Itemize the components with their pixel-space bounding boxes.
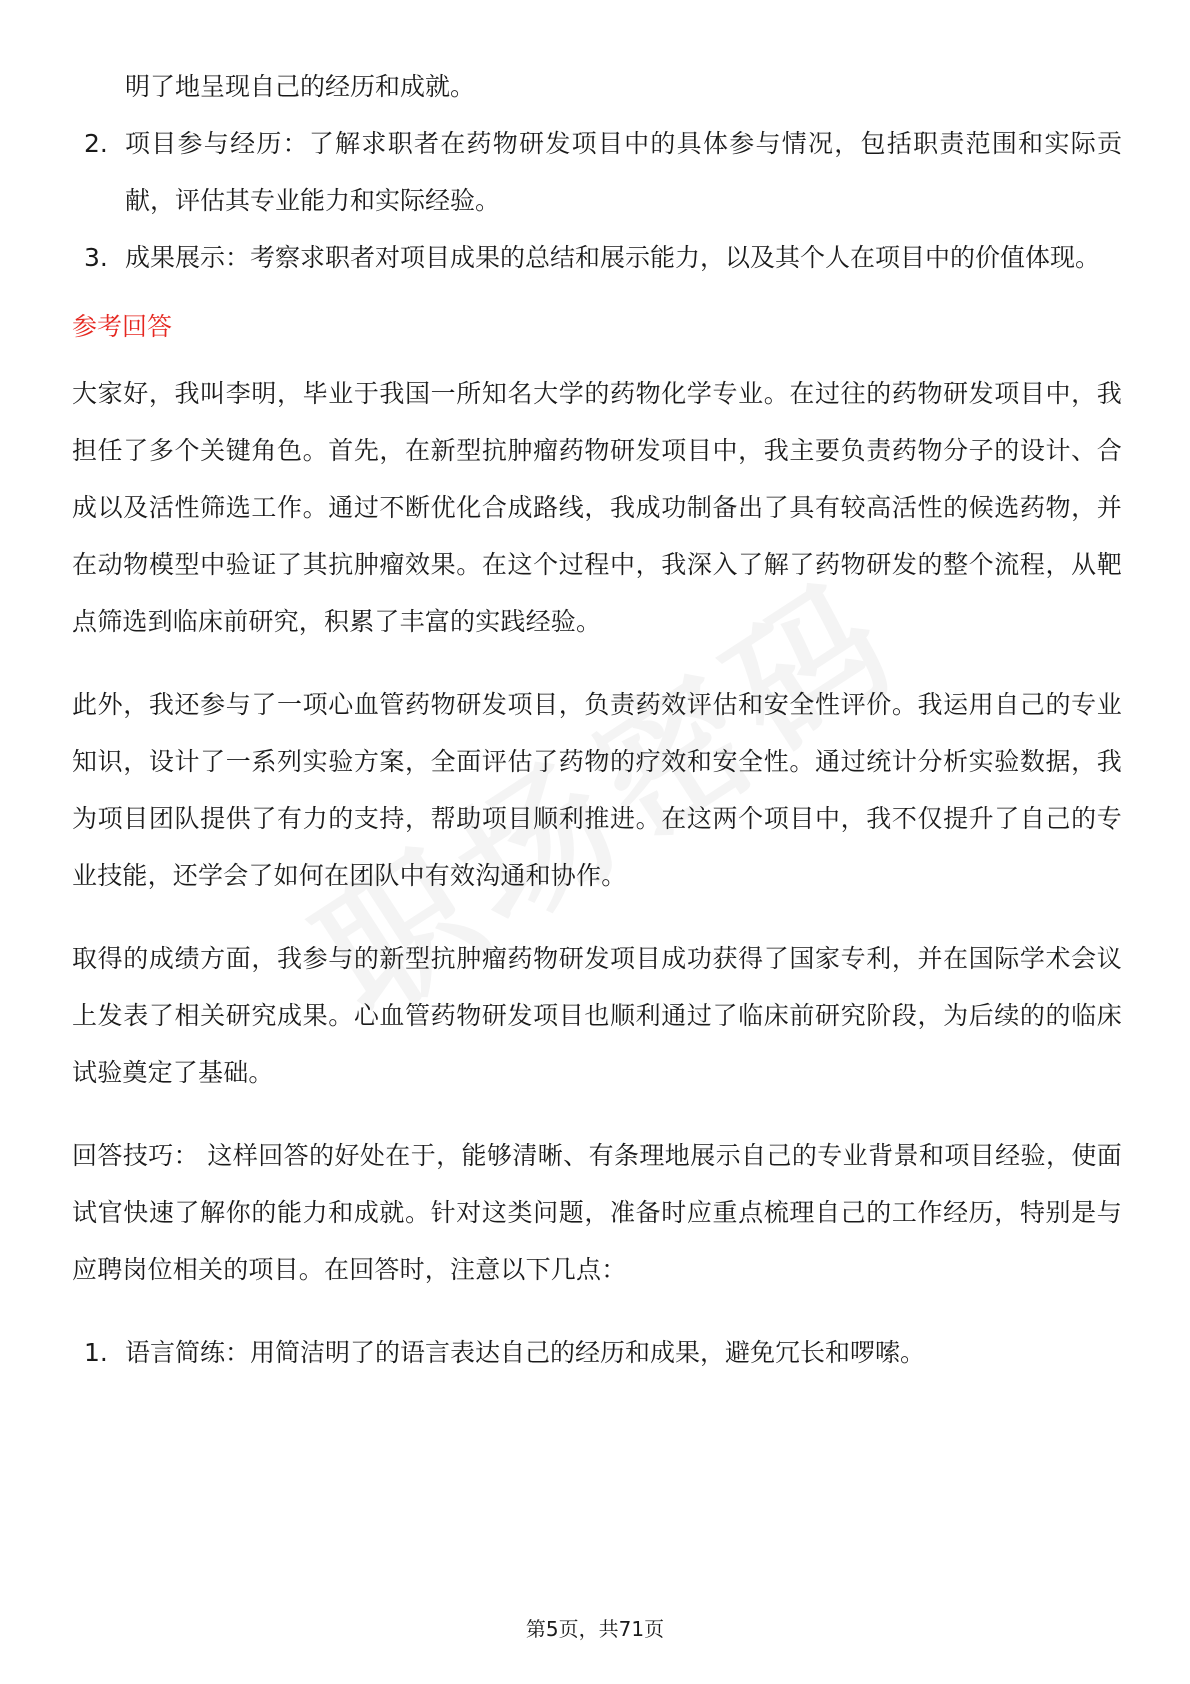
page-footer: 第5页，共71页 <box>525 1617 665 1641</box>
tips-paragraph: 回答技巧： 这样回答的好处在于，能够清晰、有条理地展示自己的专业背景和项目经验，使面试官快速了解你的能力和成就。针对这类问题，准备时应重点梳理自己的工作经历，特别是与应聘岗位相关的项目。在回答时，注意以下几点： <box>72 1141 1122 1284</box>
answer-paragraph: 此外，我还参与了一项心血管药物研发项目，负责药效评估和安全性评价。我运用自己的专业知识，设计了一系列实验方案，全面评估了药物的疗效和安全性。通过统计分析实验数据，我为项目团队提供了有力的支持，帮助项目顺利推进。在这两个项目中，我不仅提升了自己的专业技能，还学会了如何在团队中有效沟通和协作。 <box>72 690 1122 890</box>
page-content <box>72 58 1122 1381</box>
list-item-continuation: 明了地呈现自己的经历和成就。 <box>125 72 476 101</box>
list-item-text: 语言简练：用简洁明了的语言表达自己的经历和成果，避免冗长和啰嗦。 <box>125 1338 926 1367</box>
list-number: 1. <box>84 1338 108 1367</box>
answer-paragraph: 大家好，我叫李明，毕业于我国一所知名大学的药物化学专业。在过往的药物研发项目中，我担任了多个关键角色。首先，在新型抗肿瘤药物研发项目中，我主要负责药物分子的设计、合成以及活性筛选工作。通过不断优化合成路线，我成功制备出了具有较高活性的候选药物，并在动物模型中验证了其抗肿瘤效果。在这个过程中，我深入了解了药物研发的整个流程，从靶点筛选到临床前研究，积累了丰富的实践经验。 <box>72 379 1122 636</box>
list-item <box>72 229 1122 286</box>
list-item-text: 项目参与经历：了解求职者在药物研发项目中的具体参与情况，包括职责范围和实际贡献，评估其专业能力和实际经验。 <box>125 129 1122 215</box>
list-number: 3. <box>84 243 108 272</box>
list-number: 2. <box>84 129 108 158</box>
criteria-list <box>72 115 1122 286</box>
reference-answer-heading: 参考回答 <box>72 312 173 341</box>
list-item <box>72 115 1122 229</box>
tips-list <box>72 1324 1122 1381</box>
list-item <box>72 1324 1122 1381</box>
list-item-text: 成果展示：考察求职者对项目成果的总结和展示能力，以及其个人在项目中的价值体现。 <box>125 243 1101 272</box>
answer-paragraph: 取得的成绩方面，我参与的新型抗肿瘤药物研发项目成功获得了国家专利，并在国际学术会议上发表了相关研究成果。心血管药物研发项目也顺利通过了临床前研究阶段，为后续的的临床试验奠定了基础。 <box>72 944 1122 1087</box>
